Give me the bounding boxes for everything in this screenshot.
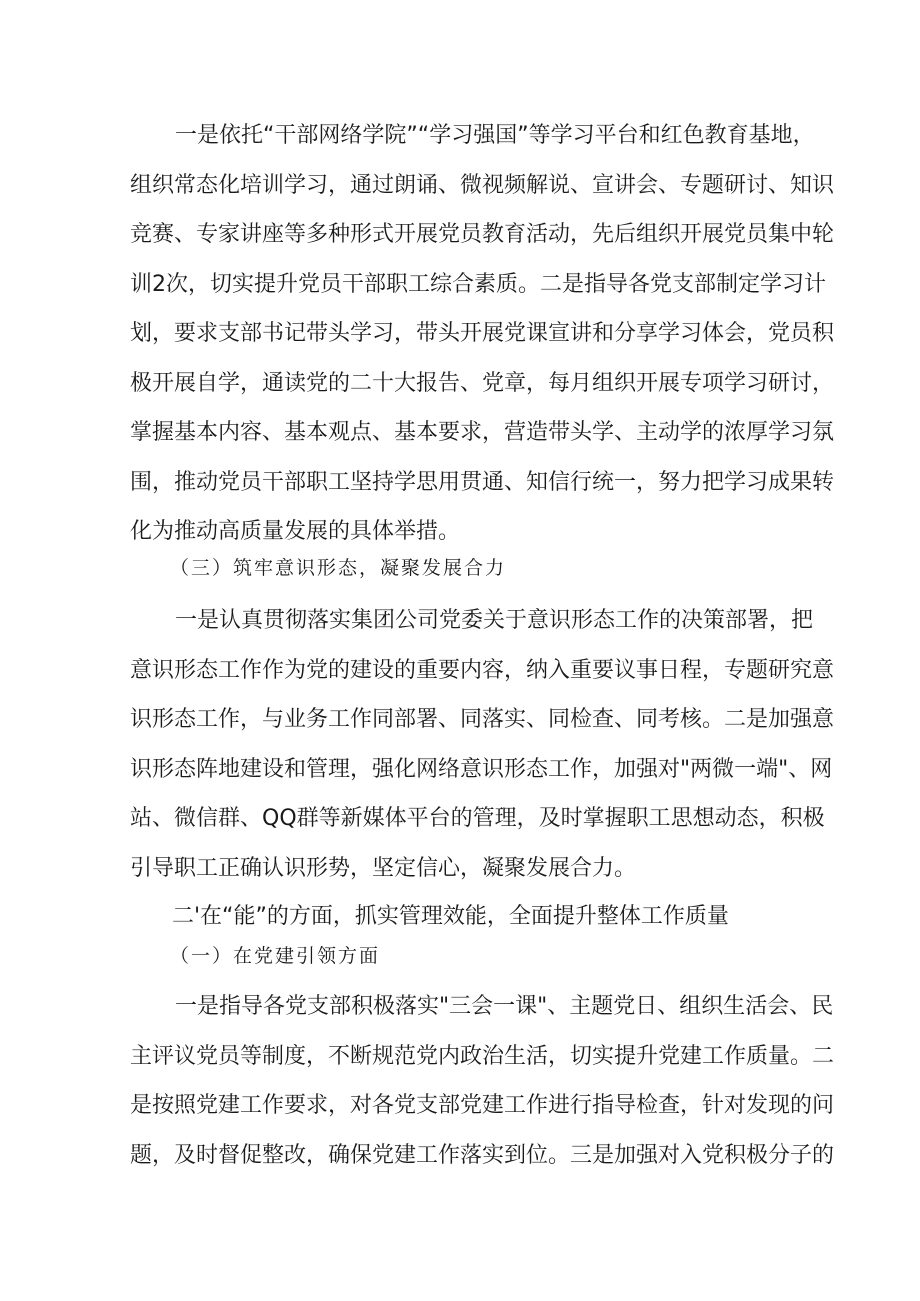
para2-line-2: 意识形态工作作为党的建设的重要内容，纳入重要议事日程，专题研究意: [130, 658, 835, 683]
para3-line-2: 主评议党员等制度，不断规范党内政治生活，切实提升党建工作质量。二: [130, 1044, 835, 1069]
para2-line-4: 识形态阵地建设和管理，强化网络意识形态工作，加强对"两微一端"、网: [130, 757, 833, 782]
para1-line-9: 化为推动高质量发展的具体举措。: [130, 519, 461, 544]
section-1-heading: （一）在党建引领方面: [170, 945, 381, 967]
section-3-heading: （三）筑牢意识形态，凝聚发展合力: [170, 557, 507, 579]
para1-line-5: 划，要求支部书记带头学习，带头开展党课宣讲和分享学习体会，党员积: [130, 321, 835, 346]
para3-line-1: 一是指导各党支部积极落实"三会一课"、主题党日、组织生活会、民: [175, 994, 834, 1019]
para3-line-3: 是按照党建工作要求，对各党支部党建工作进行指导检查，针对发现的问: [130, 1093, 835, 1118]
para1-line-1: 一是依托“干部网络学院”“学习强国”等学习平台和红色教育基地，: [175, 123, 815, 148]
para1-line-2: 组织常态化培训学习，通过朗诵、微视频解说、宣讲会、专题研讨、知识: [130, 173, 835, 198]
para1-line-3: 竞赛、专家讲座等多种形式开展党员教育活动，先后组织开展党员集中轮: [130, 222, 835, 247]
part-2-heading: 二'在“能”的方面，抓实管理效能，全面提升整体工作质量: [172, 904, 729, 929]
para2-line-1: 一是认真贯彻落实集团公司党委关于意识形态工作的决策部署，把: [175, 608, 814, 633]
para2-line-3: 识形态工作，与业务工作同部署、同落实、同检查、同考核。二是加强意: [130, 707, 835, 732]
para2-line-6: 引导职工正确认识形势，坚定信心，凝聚发展合力。: [130, 856, 637, 881]
para1-line-6: 极开展自学，通读党的二十大报告、党章，每月组织开展专项学习研讨，: [130, 371, 835, 396]
para1-line-4: 训2次，切实提升党员干部职工综合素质。二是指导各党支部制定学习计: [130, 272, 826, 297]
para1-line-7: 掌握基本内容、基本观点、基本要求，营造带头学、主动学的浓厚学习氛: [130, 420, 835, 445]
para1-line-8: 围，推动党员干部职工坚持学思用贯通、知信行统一，努力把学习成果转: [130, 470, 835, 495]
para3-line-4: 题，及时督促整改，确保党建工作落实到位。三是加强对入党积极分子的: [130, 1143, 835, 1168]
para2-line-5: 站、微信群、QQ群等新媒体平台的管理，及时掌握职工思想动态，积极: [130, 806, 825, 831]
